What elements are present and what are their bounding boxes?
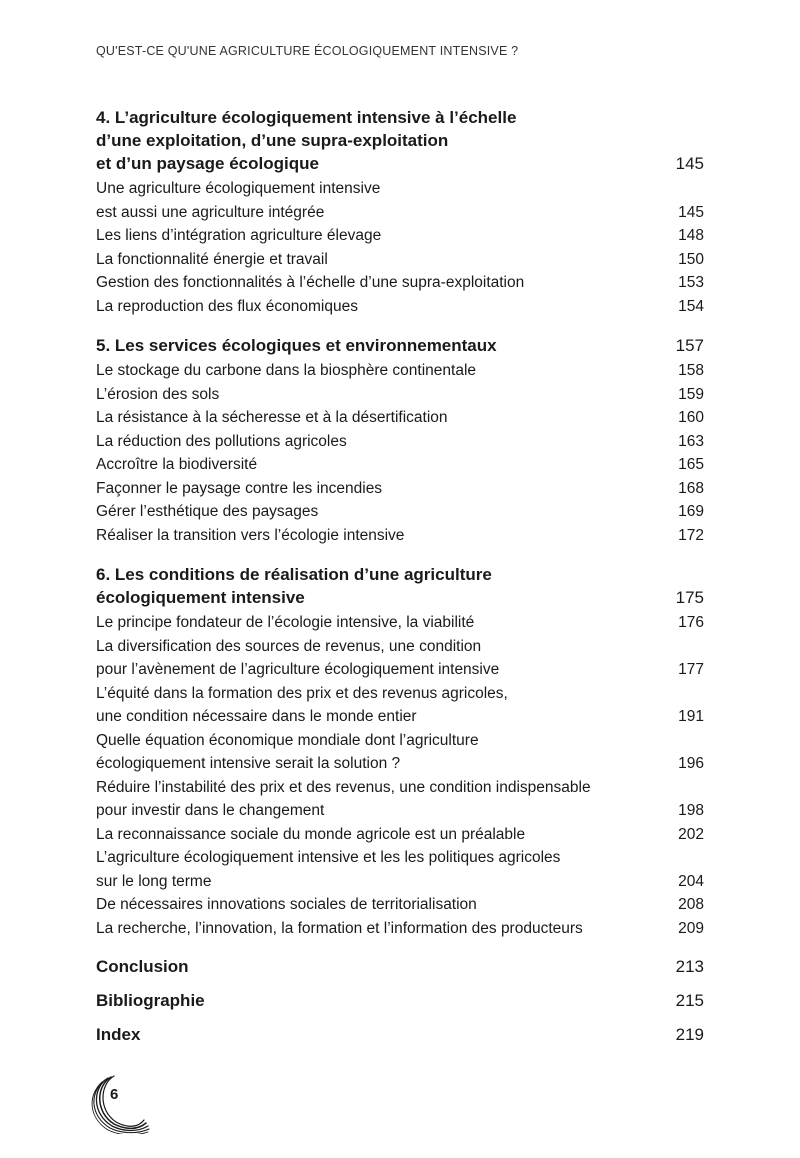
entry-label: La diversification des sources de revenus, une condition pour l’avènement de l’agriculture écologiquement intensive (96, 637, 500, 678)
toc-entry[interactable] (96, 635, 704, 682)
page-number: 153 (678, 274, 704, 291)
toc-back-matter (96, 956, 704, 1046)
toc-entry[interactable] (96, 846, 704, 893)
page-number: 158 (678, 362, 704, 379)
toc-entry[interactable] (96, 611, 704, 635)
entry-label: L’agriculture écologiquement intensive et les les politiques agricoles sur le long terme (96, 849, 561, 890)
entry-label: L’érosion des sols (96, 385, 220, 403)
running-head: QU'EST-CE QU'UNE AGRICULTURE ÉCOLOGIQUEMENT INTENSIVE ? (96, 44, 519, 58)
entry-label: La fonctionnalité énergie et travail (96, 250, 328, 268)
entry-label: Une agriculture écologiquement intensive est aussi une agriculture intégrée (96, 180, 381, 221)
page-number: 208 (678, 896, 704, 913)
toc-entry[interactable] (96, 359, 704, 383)
entry-label: Le stockage du carbone dans la biosphère continentale (96, 362, 477, 379)
toc-section-4 (96, 106, 704, 318)
page-number: 160 (678, 409, 704, 426)
section-title: 6. Les conditions de réalisation d’une agriculture écologiquement intensive (96, 565, 492, 607)
page-number: 154 (678, 297, 704, 315)
entry-label: Réduire l’instabilité des prix et des revenus, une condition indispensable pour investir dans le changement (96, 778, 591, 819)
page-number: 150 (678, 250, 704, 268)
page-number: 145 (675, 154, 704, 173)
page-number: 177 (678, 661, 704, 678)
toc-entry[interactable] (96, 177, 704, 224)
toc-section-6 (96, 563, 704, 940)
page-number: 159 (678, 385, 704, 403)
entry-label: Gérer l’esthétique des paysages (96, 503, 319, 520)
entry-label: L’équité dans la formation des prix et des revenus agricoles, une condition nécessaire dans le monde entier (96, 684, 508, 725)
page-number: 165 (678, 456, 704, 473)
page-number: 196 (678, 755, 704, 772)
page-number: 202 (678, 825, 704, 843)
page-number: 176 (678, 614, 704, 631)
entry-label: Index (96, 1025, 141, 1044)
toc-bibliography[interactable] (96, 990, 704, 1012)
page-folio-number: 6 (110, 1086, 119, 1103)
section-heading[interactable] (96, 563, 704, 609)
folio-swirl-icon (86, 1074, 156, 1134)
section-heading[interactable] (96, 334, 704, 357)
toc-entry[interactable] (96, 271, 704, 295)
entry-label: La reconnaissance sociale du monde agricole est un préalable (96, 825, 526, 843)
entry-label: Quelle équation économique mondiale dont l’agriculture écologiquement intensive serait la solution ? (96, 731, 479, 772)
toc-entry[interactable] (96, 295, 704, 319)
toc-entry[interactable] (96, 383, 704, 407)
entry-label: De nécessaires innovations sociales de territorialisation (96, 896, 477, 913)
page-number: 148 (678, 227, 704, 244)
entry-label: La reproduction des flux économiques (96, 297, 358, 315)
page-number: 215 (675, 991, 704, 1010)
toc-conclusion[interactable] (96, 956, 704, 978)
toc-entry[interactable] (96, 682, 704, 729)
toc-entry[interactable] (96, 917, 704, 941)
toc-entry[interactable] (96, 893, 704, 917)
page-number: 163 (678, 432, 704, 450)
page-number: 204 (678, 872, 704, 890)
entry-label: La résistance à la sécheresse et à la désertification (96, 409, 448, 426)
toc-entry[interactable] (96, 406, 704, 430)
toc-entry[interactable] (96, 776, 704, 823)
toc-entry[interactable] (96, 248, 704, 272)
entry-label: Bibliographie (96, 991, 205, 1010)
page-number: 169 (678, 503, 704, 520)
toc-entry[interactable] (96, 500, 704, 524)
page-number: 213 (675, 957, 704, 976)
page-number: 209 (678, 919, 704, 937)
section-title: 5. Les services écologiques et environnementaux (96, 336, 497, 355)
toc-entry[interactable] (96, 477, 704, 501)
page-number: 198 (678, 802, 704, 819)
toc-entry[interactable] (96, 729, 704, 776)
entry-label: Conclusion (96, 957, 189, 976)
section-title: 4. L’agriculture écologiquement intensive à l’échelle d’une exploitation, d’une supra-exploitation et d’un paysage écologique (96, 108, 517, 173)
page-number: 157 (675, 336, 704, 355)
entry-label: Les liens d’intégration agriculture élevage (96, 227, 382, 244)
entry-label: La réduction des pollutions agricoles (96, 432, 347, 450)
toc-entry[interactable] (96, 224, 704, 248)
page-number: 191 (678, 708, 704, 725)
entry-label: La recherche, l’innovation, la formation et l’information des producteurs (96, 919, 583, 937)
page-number: 168 (678, 479, 704, 497)
section-heading[interactable] (96, 106, 704, 175)
page-number: 219 (675, 1025, 704, 1044)
entry-label: Façonner le paysage contre les incendies (96, 479, 383, 497)
entry-label: Gestion des fonctionnalités à l’échelle d’une supra-exploitation (96, 274, 525, 291)
toc-entry[interactable] (96, 823, 704, 847)
table-of-contents (96, 106, 704, 1058)
toc-entry[interactable] (96, 430, 704, 454)
toc-entry[interactable] (96, 524, 704, 548)
toc-section-5 (96, 334, 704, 547)
page-number: 175 (675, 588, 704, 607)
toc-entry[interactable] (96, 453, 704, 477)
entry-label: Accroître la biodiversité (96, 456, 258, 473)
toc-index[interactable] (96, 1024, 704, 1046)
page-number: 172 (678, 526, 704, 544)
entry-label: Réaliser la transition vers l’écologie intensive (96, 526, 405, 544)
page-number: 145 (678, 203, 704, 221)
entry-label: Le principe fondateur de l’écologie intensive, la viabilité (96, 614, 475, 631)
